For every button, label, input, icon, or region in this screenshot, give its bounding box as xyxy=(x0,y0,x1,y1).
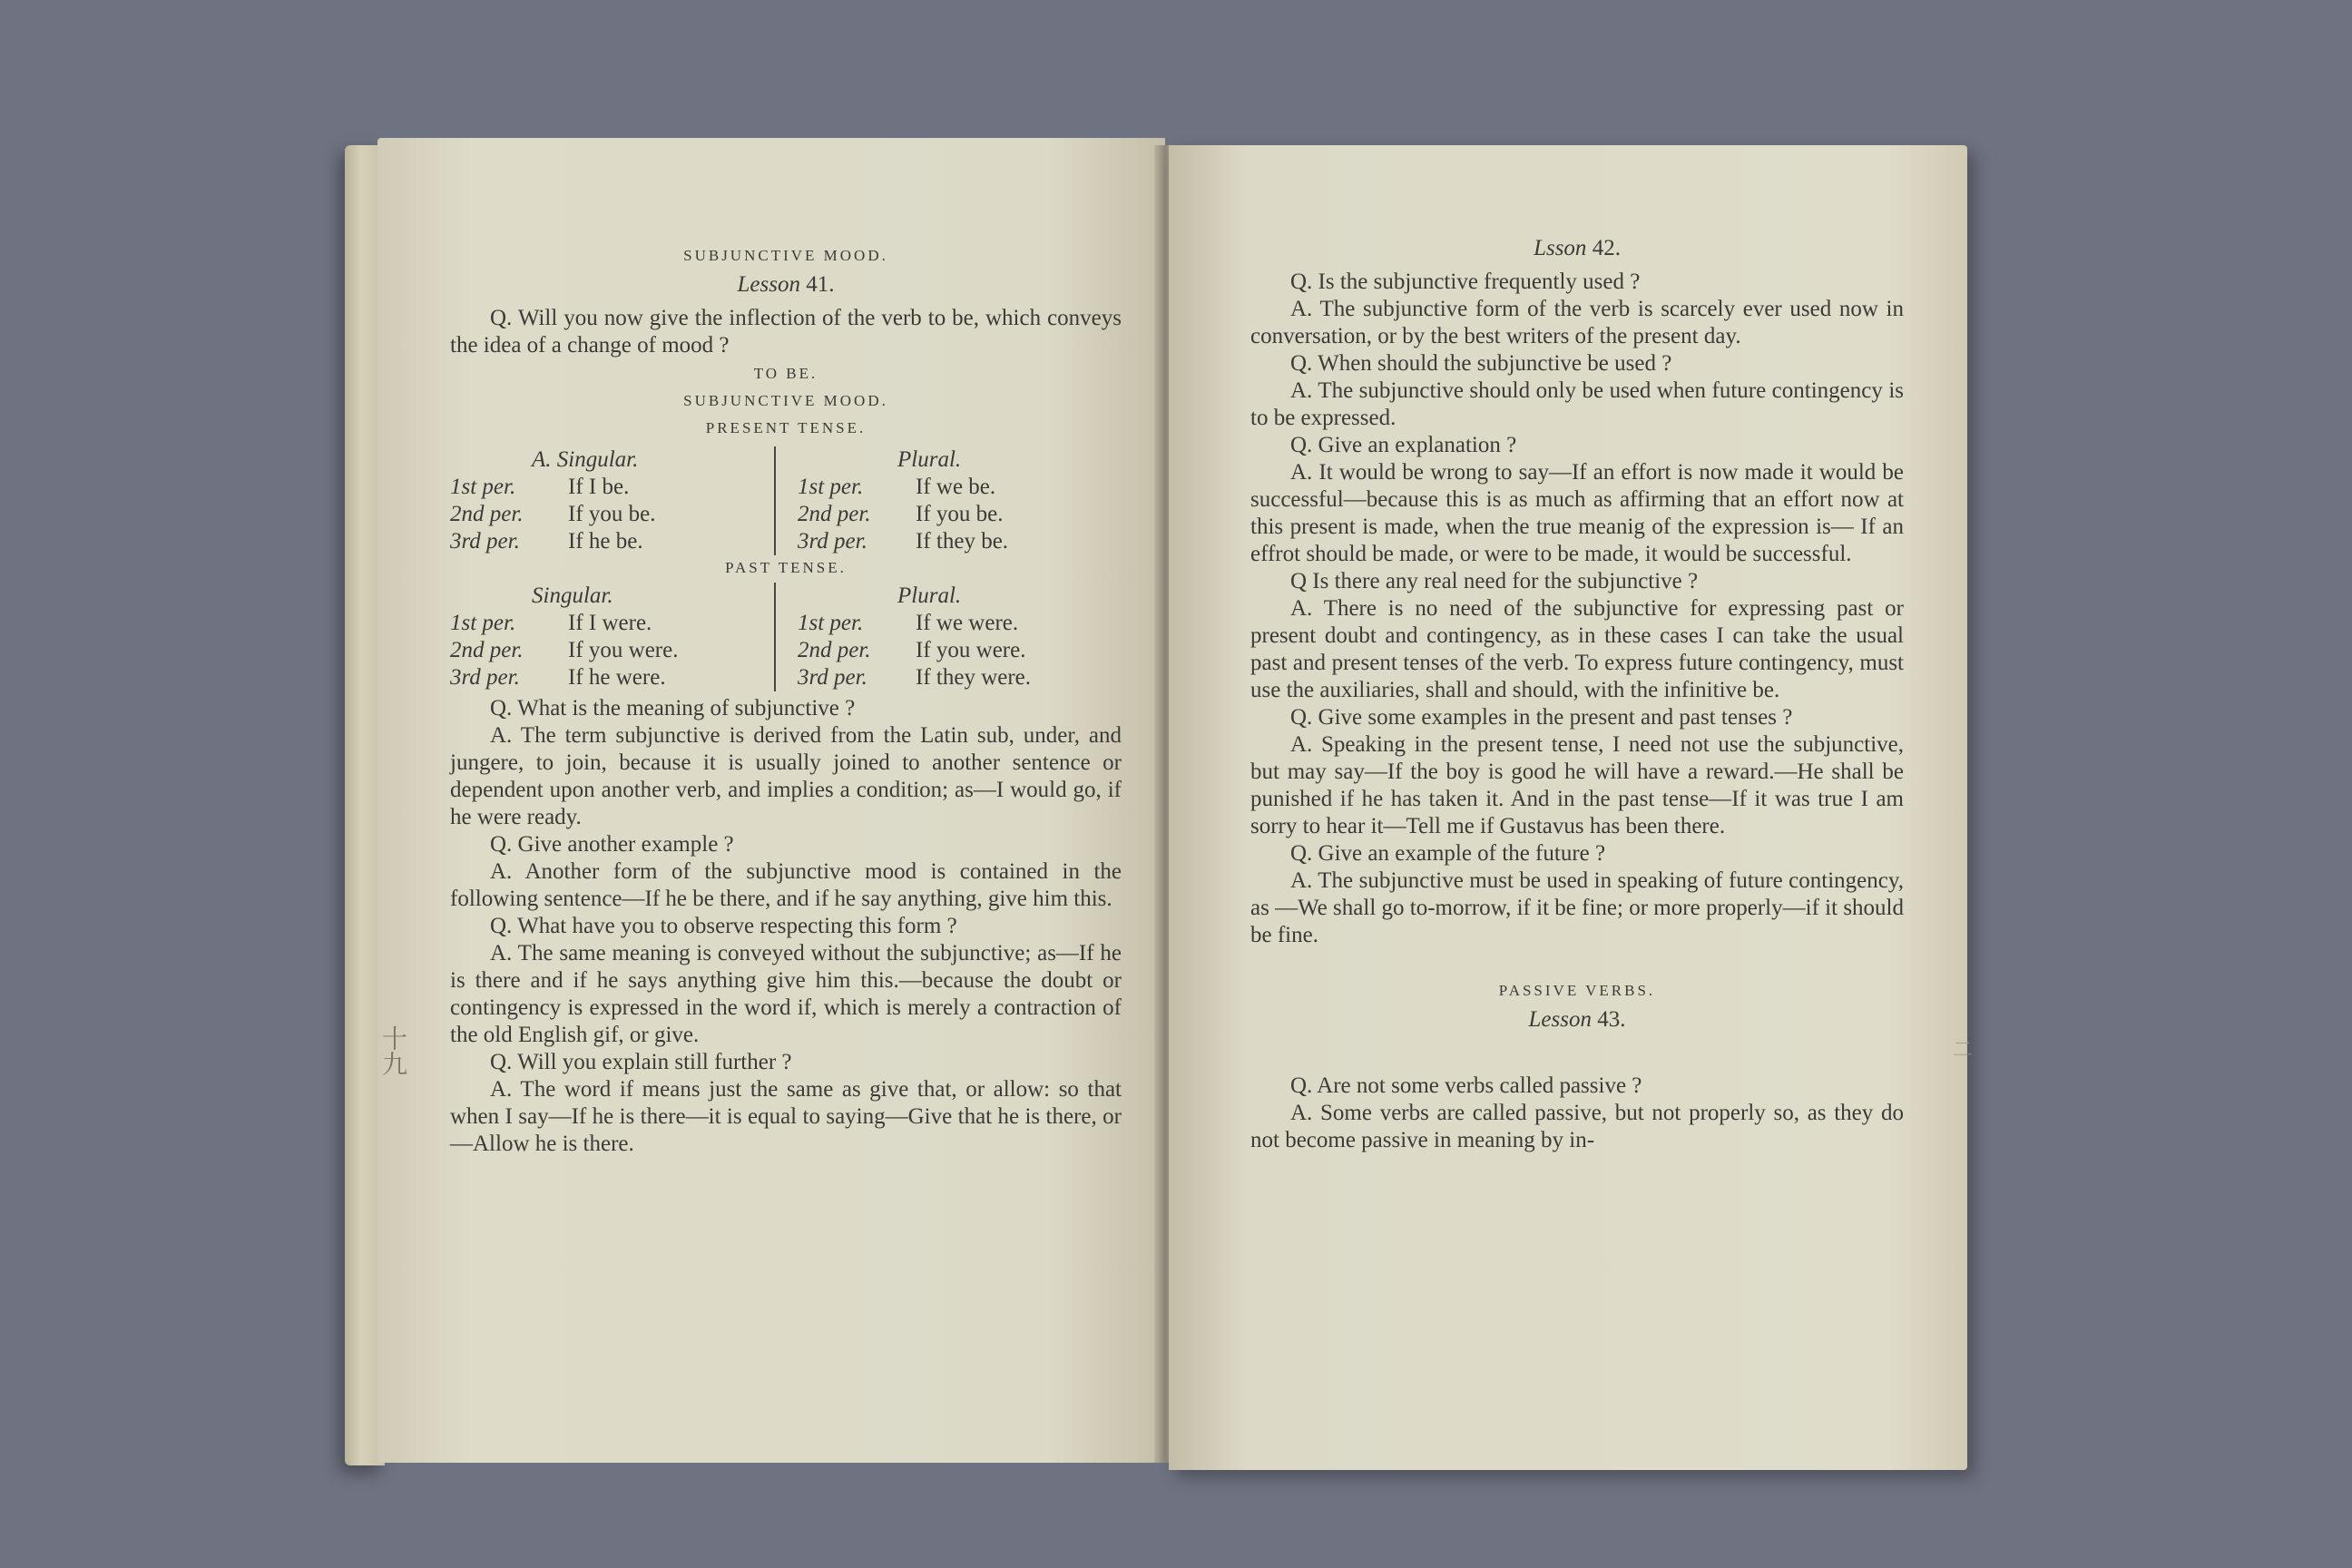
paragraph: A. The same meaning is conveyed without the subjunctive; as—If he is there and if he says anything give him this.—because the doubt or contingency is expressed in the word if, which is merely a contraction of the old English gif, or give. xyxy=(450,941,1122,1047)
present-tense-heading: PRESENT TENSE. xyxy=(705,419,867,436)
lesson-number: 42. xyxy=(1592,236,1621,260)
table-row xyxy=(450,610,774,637)
table-row xyxy=(450,501,774,528)
row-label: 3rd per. xyxy=(798,529,867,554)
lesson-label: Lesson xyxy=(1528,1007,1592,1032)
paragraph: A. The subjunctive should only be used when future contingency is to be expressed. xyxy=(1250,378,1904,430)
paragraph: Q. What have you to observe respecting this form ? xyxy=(490,914,957,938)
row-text: If I were. xyxy=(568,611,652,635)
row-label: 3rd per. xyxy=(798,665,867,690)
paragraph: Q Is there any real need for the subjunctive ? xyxy=(1290,569,1699,593)
right-page xyxy=(1169,145,1967,1470)
lesson-number: 43. xyxy=(1597,1007,1626,1032)
row-text: If you be. xyxy=(568,502,656,526)
paragraph: A. Speaking in the present tense, I need not use the subjunctive, but may say—If the boy is good he will have a reward.—He shall be punished if he has taken it. And in the past tense—If it was true I am sorry to hear it—Tell me if Gustavus has been there. xyxy=(1250,732,1904,838)
paragraph: A. The subjunctive must be used in speaking of future contingency, as —We shall go to-morrow, if it be fine; or more properly—if it should be fine. xyxy=(1250,868,1904,947)
row-text: If he be. xyxy=(568,529,643,554)
paragraph: A. It would be wrong to say—If an effort is now made it would be successful—because this is as much as affirming that an effort now at this present is made, when the true meanig of the expression is— If an effrot should be made, or were to be made, it would be successful. xyxy=(1250,460,1904,566)
past-plural-column xyxy=(774,583,1122,691)
table-row xyxy=(450,528,774,555)
table-row xyxy=(798,637,1122,664)
past-tense-heading: PAST TENSE. xyxy=(725,559,847,576)
paragraph: Q. Give some examples in the present and past tenses ? xyxy=(1290,705,1793,730)
table-row xyxy=(798,610,1122,637)
right-margin-mark: 二 xyxy=(1953,1038,1974,1061)
left-section-title: SUBJUNCTIVE MOOD. xyxy=(683,247,888,264)
right-lesson-heading xyxy=(1250,236,1904,261)
row-label: 2nd per. xyxy=(798,638,871,662)
paragraph: A. The subjunctive form of the verb is scarcely ever used now in conversation, or by the best writers of the present day. xyxy=(1250,297,1904,348)
row-label: 1st per. xyxy=(798,611,864,635)
paragraph: A. There is no need of the subjunctive for expressing past or present doubt and contingency, as in these cases I can take the usual past and present tenses of the verb. To express future contingency, must use the auxiliaries, shall and should, with the infinitive be. xyxy=(1250,596,1904,702)
row-text: If we were. xyxy=(916,611,1019,635)
past-singular-head: Singular. xyxy=(532,583,613,608)
question-inflection: Q. Will you now give the inflection of the verb to be, which conveys the idea of a change of mood ? xyxy=(450,306,1122,358)
present-singular-column xyxy=(450,446,774,555)
paragraph: Q. Is the subjunctive frequently used ? xyxy=(1290,270,1641,294)
paragraph: Q. Give another example ? xyxy=(490,832,734,857)
paragraph: A. Another form of the subjunctive mood is contained in the following sentence—If he be there, and if he say anything, give him this. xyxy=(450,859,1122,911)
table-row xyxy=(798,528,1122,555)
table-row xyxy=(798,474,1122,501)
paragraph: Q. Give an explanation ? xyxy=(1290,433,1517,457)
passive-verbs-title: PASSIVE VERBS. xyxy=(1498,982,1656,999)
lesson-43-heading xyxy=(1250,1007,1904,1033)
row-text: If he were. xyxy=(568,665,666,690)
left-lesson-heading xyxy=(450,272,1122,298)
left-page xyxy=(377,138,1165,1463)
paragraph: A. The term subjunctive is derived from the Latin sub, under, and jungere, to join, because it is usually joined to another sentence or dependent upon another verb, and implies a condition; as—I would go, if he were ready. xyxy=(450,723,1122,829)
lesson-number: 41. xyxy=(806,272,835,297)
past-plural-head: Plural. xyxy=(897,583,962,608)
present-singular-head: A. Singular. xyxy=(532,447,639,472)
row-label: 2nd per. xyxy=(798,502,871,526)
past-singular-column xyxy=(450,583,774,691)
lesson-label: Lsson xyxy=(1534,236,1587,260)
paragraph: Q. Will you explain still further ? xyxy=(490,1050,792,1074)
row-text: If we be. xyxy=(916,475,996,499)
present-plural-column xyxy=(774,446,1122,555)
present-tense-table xyxy=(450,446,1122,555)
mood-heading: SUBJUNCTIVE MOOD. xyxy=(683,392,888,409)
table-row xyxy=(450,637,774,664)
row-text: If you were. xyxy=(568,638,679,662)
row-label: 1st per. xyxy=(450,611,516,635)
paragraph: A. Some verbs are called passive, but not properly so, as they do not become passive in meaning by in- xyxy=(1250,1101,1904,1152)
row-text: If you be. xyxy=(916,502,1004,526)
paragraph: Q. When should the subjunctive be used ? xyxy=(1290,351,1672,376)
row-text: If I be. xyxy=(568,475,630,499)
row-label: 1st per. xyxy=(798,475,864,499)
present-plural-head: Plural. xyxy=(897,447,962,472)
table-row xyxy=(798,501,1122,528)
row-label: 2nd per. xyxy=(450,638,524,662)
table-row xyxy=(450,664,774,691)
row-label: 2nd per. xyxy=(450,502,524,526)
row-label: 1st per. xyxy=(450,475,516,499)
left-margin-mark: 十九 xyxy=(378,1025,407,1076)
paragraph: Q. Are not some verbs called passive ? xyxy=(1290,1073,1642,1098)
row-text: If they be. xyxy=(916,529,1009,554)
paragraph: A. The word if means just the same as give that, or allow: so that when I say—If he is there—it is equal to saying—Give that he is there, or—Allow he is there. xyxy=(450,1077,1122,1156)
table-row xyxy=(798,664,1122,691)
row-label: 3rd per. xyxy=(450,665,520,690)
past-tense-table xyxy=(450,583,1122,691)
table-row xyxy=(450,474,774,501)
paragraph: Q. What is the meaning of subjunctive ? xyxy=(490,696,856,720)
to-be-heading: TO BE. xyxy=(753,365,818,382)
row-text: If you were. xyxy=(916,638,1026,662)
row-label: 3rd per. xyxy=(450,529,520,554)
lesson-label: Lesson xyxy=(737,272,800,297)
paragraph: Q. Give an example of the future ? xyxy=(1290,841,1606,866)
row-text: If they were. xyxy=(916,665,1032,690)
